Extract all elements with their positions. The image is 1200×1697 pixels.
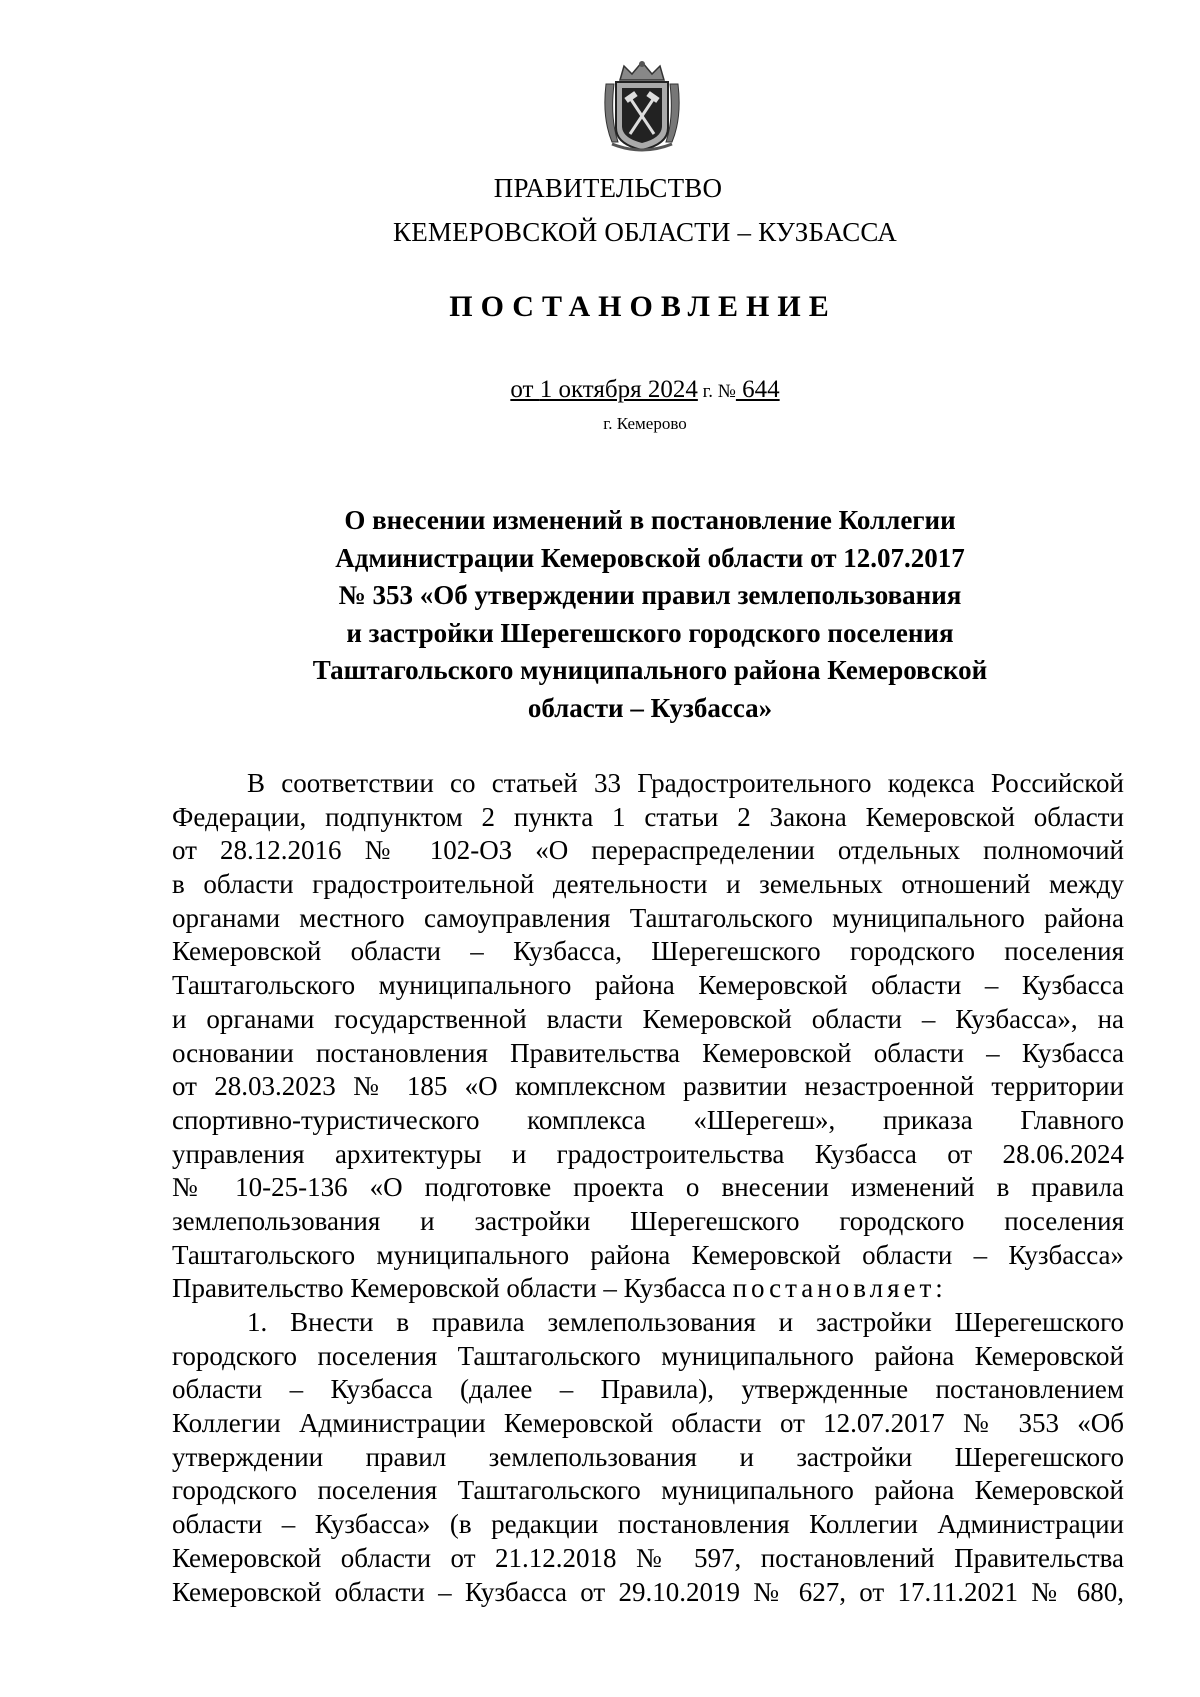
body-line: В соответствии со статьей 33 Градостроительного кодекса Российской xyxy=(247,768,1124,798)
city-name: г. Кемерово xyxy=(603,414,687,433)
body-line: в области градостроительной деятельности и земельных отношений между xyxy=(172,869,1124,900)
body-line: Коллегии Администрации Кемеровской области от 12.07.2017 № 353 «Об xyxy=(172,1408,1124,1439)
body-line: области – Кузбасса (далее – Правила), утвержденные постановлением xyxy=(172,1374,1124,1405)
date-prefix: от xyxy=(510,376,540,403)
body-line: от 28.12.2016 № 102-ОЗ «О перераспределении отдельных полномочий xyxy=(172,835,1124,866)
body-line: области – Кузбасса» (в редакции постановления Коллегии Администрации xyxy=(172,1509,1124,1540)
body-line: Федерации, подпунктом 2 пункта 1 статьи 2 Закона Кемеровской области xyxy=(172,801,1124,832)
title-line: области – Кузбасса» xyxy=(527,692,773,723)
resolves-word: постановляет: xyxy=(732,1273,947,1304)
body-line: управления архитектуры и градостроительства Кузбасса от 28.06.2024 xyxy=(172,1138,1124,1169)
body-line: Кемеровской области от 21.12.2018 № 597, постановлений Правительства xyxy=(172,1542,1124,1573)
title-line: О внесении изменений в постановление Коллегии xyxy=(344,505,956,535)
year-suffix: г. xyxy=(697,381,718,402)
body-line-text: Правительство Кемеровской области – Кузбасса xyxy=(172,1273,733,1304)
title-line: Таштагольского муниципального района Кемеровской xyxy=(312,655,988,685)
title-line: Администрации Кемеровской области от 12.07.2017 xyxy=(335,542,965,573)
number-sign: № xyxy=(717,381,736,402)
body-line: Таштагольского муниципального района Кемеровской области – Кузбасса xyxy=(172,970,1124,1001)
body-line: и органами государственной власти Кемеровской области – Кузбасса», на xyxy=(172,1003,1124,1034)
body-line: землепользования и застройки Шерегешского городского поселения xyxy=(172,1205,1124,1236)
body-line: спортивно-туристического комплекса «Шерегеш», приказа Главного xyxy=(172,1104,1124,1135)
document-date-number xyxy=(45,374,1200,408)
body-line: городского поселения Таштагольского муниципального района Кемеровской xyxy=(172,1475,1124,1506)
body-line: утверждении правил землепользования и застройки Шерегешского xyxy=(172,1441,1124,1472)
body-line: органами местного самоуправления Таштагольского муниципального района xyxy=(172,902,1124,933)
title-line: и застройки Шерегешского городского поселения xyxy=(346,617,954,648)
body-line: Таштагольского муниципального района Кемеровской области – Кузбасса» xyxy=(172,1239,1124,1270)
body-line: Кемеровской области – Кузбасса от 29.10.2019 № 627, от 17.11.2021 № 680, xyxy=(172,1576,1124,1607)
document-date: 1 октября 2024 xyxy=(539,376,698,403)
body-line: от 28.03.2023 № 185 «О комплексном развитии незастроенной территории xyxy=(172,1071,1124,1102)
coat-of-arms-emblem xyxy=(602,58,682,154)
body-line: № 10-25-136 «О подготовке проекта о внесении изменений в правила xyxy=(172,1172,1124,1203)
body-line: основании постановления Правительства Кемеровской области – Кузбасса xyxy=(172,1037,1124,1068)
government-name-line-1: ПРАВИТЕЛЬСТВО xyxy=(493,173,723,203)
document-type-heading: ПОСТАНОВЛЕНИЕ xyxy=(449,290,837,323)
government-name-line-2: КЕМЕРОВСКОЙ ОБЛАСТИ – КУЗБАССА xyxy=(393,217,897,247)
body-line: 1. Внести в правила землепользования и застройки Шерегешского xyxy=(247,1307,1124,1337)
document-body xyxy=(172,767,1124,1609)
body-line: Кемеровской области – Кузбасса, Шерегешского городского поселения xyxy=(172,936,1124,967)
body-line: городского поселения Таштагольского муниципального района Кемеровской xyxy=(172,1340,1124,1371)
document-title xyxy=(175,502,1125,727)
title-line: № 353 «Об утверждении правил землепользования xyxy=(338,580,962,610)
document-number: 644 xyxy=(735,376,780,403)
body-line-resolution xyxy=(172,1272,1124,1306)
